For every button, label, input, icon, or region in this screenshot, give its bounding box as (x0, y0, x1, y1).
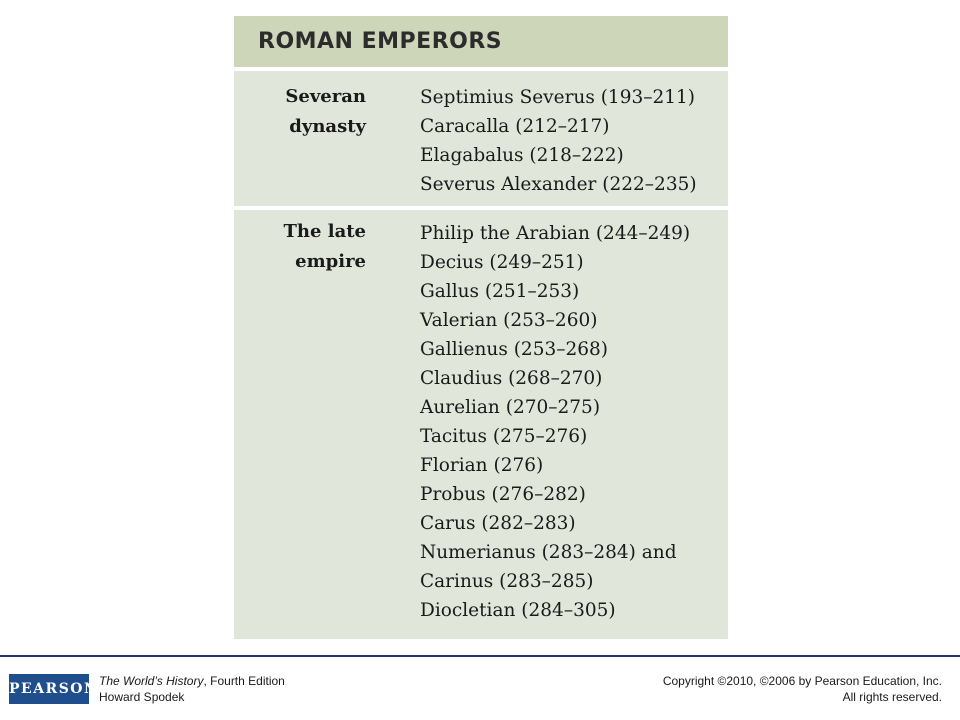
group-label-line: Severan (285, 86, 366, 107)
list-item: Philip the Arabian (244–249) (420, 223, 691, 244)
emperor-list-late-empire (420, 219, 690, 625)
footer-book-info (99, 673, 285, 705)
list-item: Carus (282–283) (420, 513, 576, 534)
emperors-panel (234, 16, 728, 639)
list-item: Florian (276) (420, 455, 544, 476)
book-title-line (99, 673, 285, 689)
footer-copyright (663, 673, 942, 705)
list-item: Carinus (283–285) (420, 571, 594, 592)
group-label-line: empire (295, 251, 366, 272)
list-item: Elagabalus (218–222) (420, 145, 624, 166)
list-item: Numerianus (283–284) and (420, 542, 677, 563)
list-item: Valerian (253–260) (420, 310, 598, 331)
list-item: Claudius (268–270) (420, 368, 603, 389)
pearson-logo: PEARSON (9, 674, 89, 704)
list-item: Gallus (251–253) (420, 281, 580, 302)
group-label-line: dynasty (289, 116, 366, 137)
header-divider (234, 67, 728, 71)
list-item: Decius (249–251) (420, 252, 584, 273)
list-item: Septimius Severus (193–211) (420, 87, 696, 108)
list-item: Aurelian (270–275) (420, 397, 601, 418)
emperor-list-severan (420, 83, 697, 199)
list-item: Caracalla (212–217) (420, 116, 610, 137)
group-label-severan (285, 82, 366, 142)
rights-line: All rights reserved. (842, 690, 942, 704)
book-author: Howard Spodek (99, 690, 185, 704)
book-title: The World’s History (99, 674, 204, 688)
list-item: Tacitus (275–276) (420, 426, 588, 447)
group-label-late-empire (284, 217, 366, 277)
list-item: Severus Alexander (222–235) (420, 174, 697, 195)
list-item: Probus (276–282) (420, 484, 586, 505)
copyright-line: Copyright ©2010, ©2006 by Pearson Education, Inc. (662, 674, 942, 688)
list-item: Gallienus (253–268) (420, 339, 609, 360)
footer-rule (0, 655, 960, 657)
group-divider (234, 206, 728, 210)
list-item: Diocletian (284–305) (420, 600, 616, 621)
group-label-line: The late (283, 221, 366, 242)
panel-title: ROMAN EMPERORS (234, 16, 728, 67)
book-edition: , Fourth Edition (203, 674, 285, 688)
